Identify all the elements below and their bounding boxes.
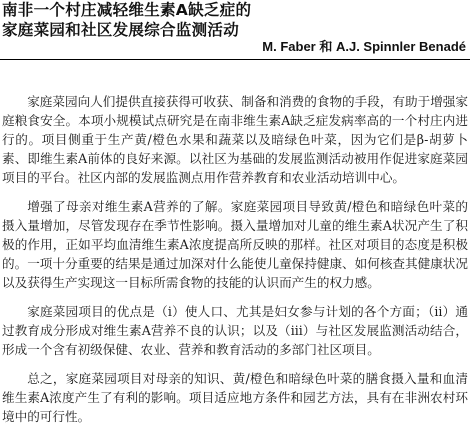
paragraph-4: 总之，家庭菜园项目对母亲的知识、黄/橙色和暗绿色叶菜的膳食摄入量和血清维生素A浓度产生了有利的影响。项目适应地方条件和园艺方法，具有在非洲农村环境中的可行性。	[2, 371, 468, 424]
abstract-body	[2, 92, 468, 436]
title-divider	[0, 59, 470, 60]
title-line-2: 家庭菜园和社区发展综合监测活动	[2, 21, 240, 39]
document-title	[2, 0, 468, 40]
paragraph-1: 家庭菜园向人们提供直接获得可收获、制备和消费的食物的手段，有助于增强家庭粮食安全。本项小规模试点研究是在南非维生素A缺乏症发病率高的一个村庄内进行的。项目侧重于生产黄/橙色水果和蔬菜以及暗绿色叶菜，因为它们是β-胡萝卜素、即维生素A前体的良好来源。以社区为基础的发展监测活动被用作促进家庭菜园项目的平台。社区内部的发展监测点用作营养教育和农业活动培训中心。	[2, 94, 468, 185]
paragraph-2: 增强了母亲对维生素A营养的了解。家庭菜园项目导致黄/橙色和暗绿色叶菜的摄入量增加，尽管发现存在季节性影响。摄入量增加对儿童的维生素A状况产生了积极的作用，正如平均血清维生素A浓度提高所反映的那样。社区对项目的态度是积极的。一项十分重要的结果是通过加深对什么能使儿童保持健康、如何核查其健康状况以及获得生产实现这一目标所需食物的技能的认识而产生的权力感。	[2, 199, 468, 290]
authors: M. Faber 和 A.J. Spinnler Benadé	[262, 39, 466, 54]
paragraph-3: 家庭菜园项目的优点是（i）使人口、尤其是妇女参与计划的各个方面；（ii）通过教育成分形成对维生素A营养不良的认识；以及（iii）与社区发展监测活动结合，形成一个含有初级保健、农业、营养和教育活动的多部门社区项目。	[2, 304, 468, 357]
title-line-1: 南非一个村庄减轻维生素A缺乏症的	[2, 1, 252, 19]
